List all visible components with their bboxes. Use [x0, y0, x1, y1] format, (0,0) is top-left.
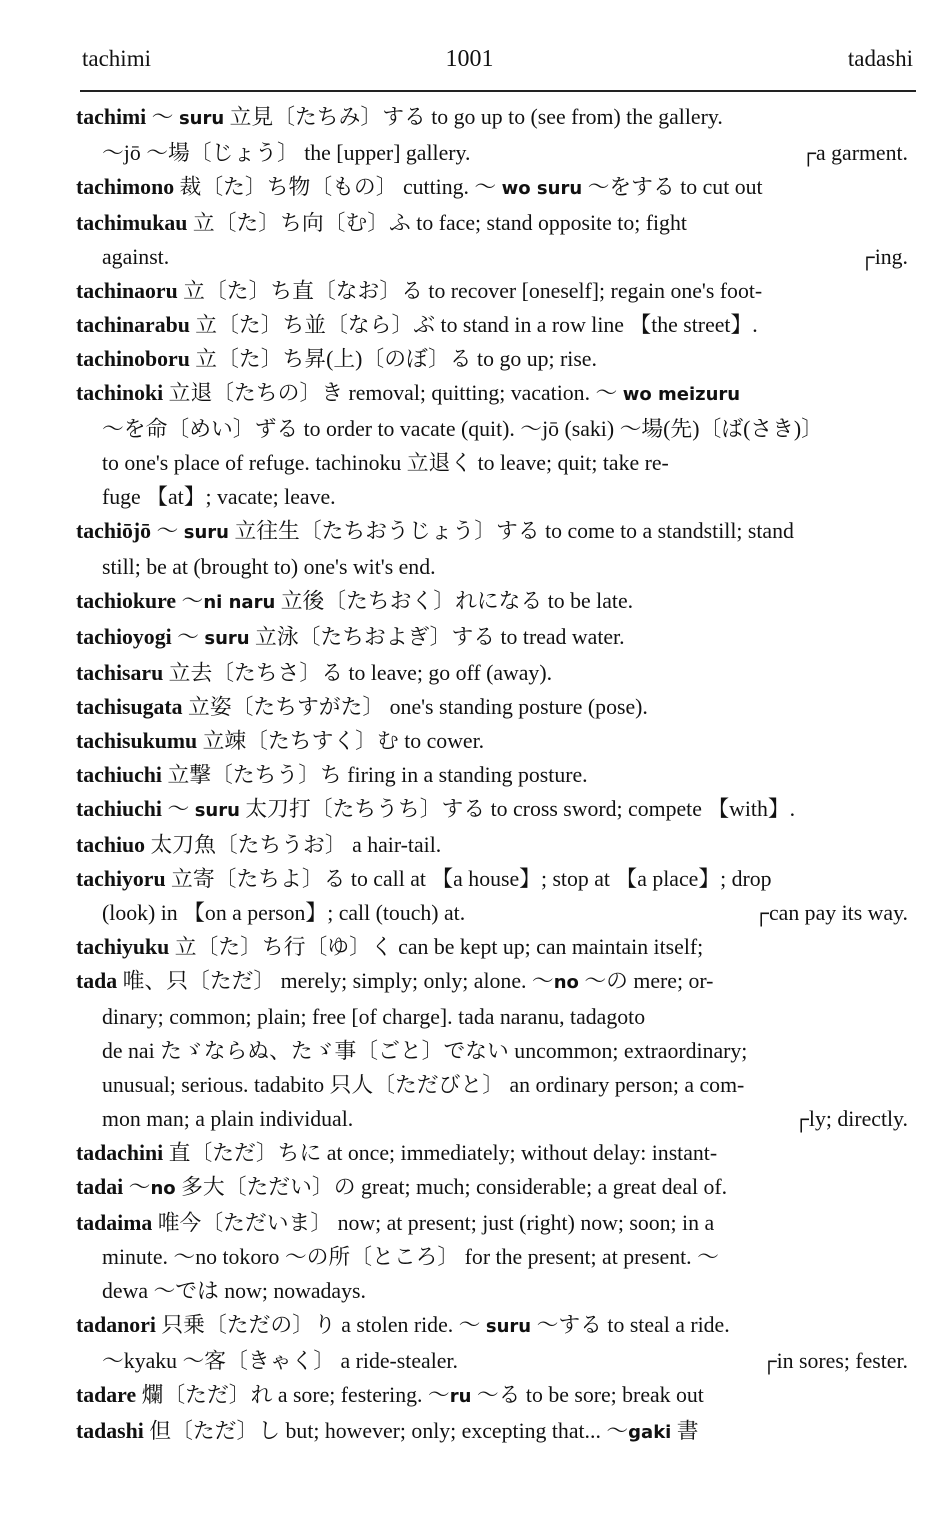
headword: tachinaoru — [76, 279, 178, 303]
definition-text: ～ — [176, 589, 204, 613]
definition-text: 立〔た〕ち並〔なら〕ぶ to stand in a row line 【the street】. — [189, 313, 758, 337]
definition-text: 立撃〔たちう〕ち firing in a standing posture. — [162, 763, 588, 787]
page-number: 1001 — [445, 46, 494, 72]
definition-text: 書 — [671, 1419, 699, 1443]
headword: tachiuchi — [76, 763, 162, 787]
bold-phrase: wo suru — [501, 178, 583, 199]
continuation-text: to one's place of refuge. tachinoku 立退く to leave; quit; take re- — [102, 451, 669, 475]
headword: tachiyuku — [76, 935, 170, 959]
continuation-line — [76, 412, 908, 446]
definition-text: 但〔ただ〕し but; however; only; excepting that... ～ — [143, 1419, 629, 1443]
definition-text: 裁〔た〕ち物〔もの〕 cutting. ～ — [174, 175, 502, 199]
definition-text: 多大〔ただい〕の great; much; considerable; a great deal of. — [175, 1175, 728, 1199]
entry-line — [76, 724, 908, 758]
bold-phrase: no — [150, 1178, 176, 1199]
headword: tachisugata — [76, 695, 183, 719]
definition-text: 立〔た〕ち行〔ゆ〕く can be kept up; can maintain itself; — [169, 935, 704, 959]
definition-text: 立〔た〕ち向〔む〕ふ to face; stand opposite to; fight — [187, 211, 687, 235]
headword: tachioyogi — [76, 625, 172, 649]
definition-text: 立退〔たちの〕き removal; quitting; vacation. ～ — [163, 381, 623, 405]
entry-line — [76, 342, 908, 376]
definition-text: 太刀打〔たちうち〕する to cross sword; compete 【with】. — [239, 797, 796, 821]
definition-text: ～ — [123, 1175, 151, 1199]
definition-text: 立寄〔たちよ〕る to call at 【a house】; stop at 【a place】; drop — [165, 867, 772, 891]
entry-line — [76, 758, 908, 792]
definition-text: 立去〔たちさ〕る to leave; go off (away). — [163, 661, 553, 685]
headword: tachinoki — [76, 381, 164, 405]
continuation-text: fuge 【at】; vacate; leave. — [102, 485, 336, 509]
definition-text: 立泳〔たちおよぎ〕する to tread water. — [249, 625, 625, 649]
headword: tachisaru — [76, 661, 164, 685]
entry-line — [76, 792, 908, 828]
definition-text: 立見〔たちみ〕する to go up to (see from) the gallery. — [224, 105, 723, 129]
continuation-text: ～kyaku ～客〔きゃく〕 a ride-stealer. — [102, 1349, 458, 1373]
definition-text: 爛〔ただ〕れ a sore; festering. ～ — [136, 1383, 450, 1407]
definition-text: 立〔た〕ち昇(上)〔のぼ〕る to go up; rise. — [189, 347, 597, 371]
definition-text: 唯、只〔ただ〕 merely; simply; only; alone. ～ — [117, 969, 554, 993]
header-rule — [80, 90, 916, 92]
continuation-text: still; be at (brought to) one's wit's end. — [102, 555, 436, 579]
continuation-line — [76, 1000, 908, 1034]
definition-text: ～する to steal a ride. — [531, 1313, 730, 1337]
headword: tachiyoru — [76, 867, 166, 891]
bold-phrase: suru — [485, 1316, 532, 1337]
continuation-text: (look) in 【on a person】; call (touch) at. — [102, 901, 466, 925]
bold-phrase: suru — [204, 628, 250, 649]
entry-line — [76, 170, 908, 206]
entry-line — [76, 1308, 908, 1344]
entry-line — [76, 1170, 908, 1206]
continuation-line — [76, 480, 908, 514]
headword: tadare — [76, 1383, 137, 1407]
headword: tadanori — [76, 1313, 156, 1337]
continuation-line — [76, 1240, 908, 1274]
entry-line — [76, 862, 908, 896]
headword: tachimukau — [76, 211, 188, 235]
continuation-line — [76, 1102, 908, 1136]
entry-line — [76, 1206, 908, 1240]
carryover-text: ┌in sores; fester. — [761, 1349, 908, 1373]
definition-text: ～ — [171, 625, 205, 649]
entry-line — [76, 828, 908, 862]
entry-line — [76, 690, 908, 724]
continuation-text: dinary; common; plain; free [of charge]. tada naranu, tadagoto — [102, 1005, 646, 1029]
entry-line — [76, 206, 908, 240]
continuation-text: minute. ～no tokoro ～の所〔ところ〕 for the present; at present. ～ — [102, 1245, 719, 1269]
entry-line — [76, 964, 908, 1000]
headword: tachimi — [76, 105, 147, 129]
definition-text: 立往生〔たちおうじょう〕する to come to a standstill; stand — [229, 519, 794, 543]
bold-phrase: suru — [194, 800, 240, 821]
definition-text: 立〔た〕ち直〔なお〕る to recover [oneself]; regain one's foot- — [177, 279, 763, 303]
entry-line — [76, 514, 908, 550]
continuation-line — [76, 136, 908, 170]
entry-line — [76, 930, 908, 964]
entry-line — [76, 100, 908, 136]
bold-phrase: suru — [178, 108, 225, 129]
definition-text: ～ — [146, 105, 179, 129]
header-left-guide-word: tachimi — [82, 46, 151, 71]
carryover-text: ┌a garment. — [800, 141, 908, 165]
headword: tachinoboru — [76, 347, 190, 371]
definition-text: 立姿〔たちすがた〕 one's standing posture (pose). — [182, 695, 648, 719]
headword: tachimono — [76, 175, 175, 199]
header-right-guide-word: tadashi — [847, 46, 913, 71]
entry-line — [76, 308, 908, 342]
headword: tachiuo — [76, 833, 146, 857]
continuation-text: unusual; serious. tadabito 只人〔ただびと〕 an ordinary person; a com- — [102, 1073, 745, 1097]
continuation-line — [76, 1068, 908, 1102]
continuation-text: de nai たゞならぬ、たゞ事〔ごと〕でない uncommon; extraordinary; — [102, 1039, 748, 1063]
definition-text: ～る to be sore; break out — [471, 1383, 704, 1407]
continuation-line — [76, 1034, 908, 1068]
continuation-line — [76, 896, 908, 930]
dictionary-entries — [76, 100, 908, 1450]
headword: tada — [76, 969, 118, 993]
bold-phrase: ni naru — [203, 592, 276, 613]
bold-phrase: no — [553, 972, 579, 993]
continuation-text: dewa ～では now; nowadays. — [102, 1279, 366, 1303]
carryover-text: ┌can pay its way. — [753, 901, 908, 925]
definition-text: 立後〔たちおく〕れになる to be late. — [275, 589, 634, 613]
continuation-text: mon man; a plain individual. — [102, 1107, 354, 1131]
bold-phrase: wo meizuru — [622, 384, 741, 405]
bold-phrase: ru — [449, 1386, 472, 1407]
definition-text: ～の mere; or- — [578, 969, 714, 993]
headword: tadashi — [76, 1419, 144, 1443]
continuation-line — [76, 240, 908, 274]
entry-line — [76, 656, 908, 690]
headword: tachisukumu — [76, 729, 198, 753]
entry-line — [76, 1378, 908, 1414]
definition-text: ～ — [151, 519, 184, 543]
headword: tadachini — [76, 1141, 164, 1165]
continuation-line — [76, 550, 908, 584]
headword: tadai — [76, 1175, 124, 1199]
entry-line — [76, 620, 908, 656]
definition-text: 立竦〔たちすく〕む to cower. — [197, 729, 485, 753]
headword: tachiuchi — [76, 797, 162, 821]
bold-phrase: suru — [183, 522, 230, 543]
headword: tachiokure — [76, 589, 177, 613]
definition-text: 只乗〔ただの〕り a stolen ride. ～ — [155, 1313, 486, 1337]
definition-text: ～ — [162, 797, 195, 821]
definition-text: ～をする to cut out — [582, 175, 763, 199]
definition-text: 直〔ただ〕ちに at once; immediately; without delay: instant- — [163, 1141, 718, 1165]
bold-phrase: gaki — [628, 1422, 672, 1443]
headword: tadaima — [76, 1211, 153, 1235]
entry-line — [76, 584, 908, 620]
carryover-text: ┌ing. — [859, 245, 908, 269]
continuation-line — [76, 1274, 908, 1308]
entry-line — [76, 274, 908, 308]
headword: tachiōjō — [76, 519, 152, 543]
entry-line — [76, 1414, 908, 1450]
carryover-text: ┌ly; directly. — [793, 1107, 908, 1131]
continuation-text: ～を命〔めい〕ずる to order to vacate (quit). ～jō (saki) ～場(先)〔ば(さき)〕 — [102, 417, 823, 441]
continuation-text: against. — [102, 245, 170, 269]
continuation-line — [76, 1344, 908, 1378]
definition-text: 太刀魚〔たちうお〕 a hair-tail. — [145, 833, 442, 857]
definition-text: 唯今〔ただいま〕 now; at present; just (right) now; soon; in a — [152, 1211, 715, 1235]
headword: tachinarabu — [76, 313, 190, 337]
entry-line — [76, 376, 908, 412]
continuation-line — [76, 446, 908, 480]
continuation-text: ～jō ～場〔じょう〕 the [upper] gallery. — [102, 141, 471, 165]
entry-line — [76, 1136, 908, 1170]
